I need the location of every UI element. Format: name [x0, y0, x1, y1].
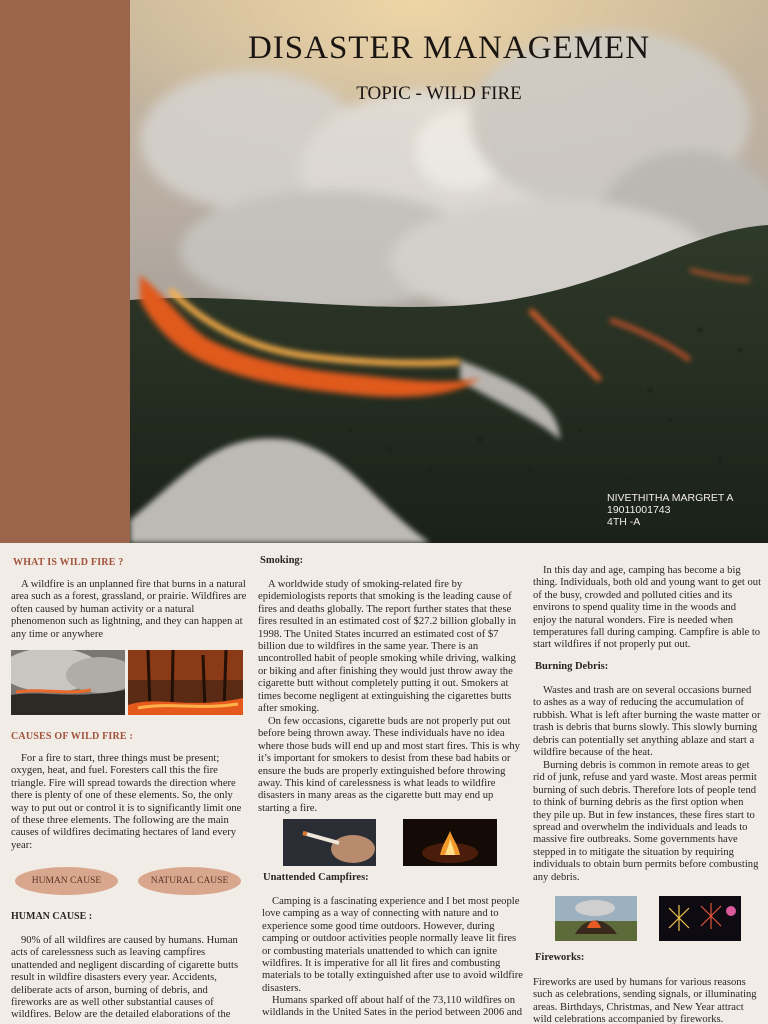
author-credits	[607, 492, 733, 528]
paragraph-smoking-1: A worldwide study of smoking-related fire by epidemiologists reports that smoking is the leading cause of fires and deaths globally. The report further states that these fires resulted in an estimated cost of $27.2 billion globally in 1998. The United States incurred an estimated cost of $7 billion due to wildfires in the same year. There is an uncontrolled habit of people smoking while driving, walking or biking and after finishing they would just throw away the cigarette butt without completely putting it out. Smokers at times become negligent at extinguishing the cigarettes butts after smoking.	[258, 579, 517, 715]
wildfire-smoke-photo	[11, 650, 125, 715]
paragraph-debris-2: Burning debris is common in remote areas to get rid of junk, refuse and yard waste. Most areas permit burning of such debris. Therefore lots of people tend to think of burning debris as the first option when they pile up. But in few instances, these fires start to spread and overwhelm the individuals and leads to massive fire outbreaks. Some governments have stepped in to mitigate the situation by requiring individuals to obtain burn permits before combusting any debris.	[533, 760, 759, 883]
paragraph-camping: In this day and age, camping has become a big thing. Individuals, both old and young want to get out of the busy, crowded and polluted cities and its environs to spend quality time in the woods and enjoy the natural wonders. Fire is needed when temperatures fall during camping. Campfire is able to start wildfires if not properly put out.	[533, 565, 762, 651]
burning-debris-photo	[555, 896, 637, 941]
campfire-photo	[403, 819, 497, 866]
wildfire-aerial-photo	[130, 0, 768, 543]
heading-what-is-wildfire: WHAT IS WILD FIRE ?	[13, 557, 124, 568]
human-cause-pill: HUMAN CAUSE	[15, 867, 118, 895]
heading-burning-debris: Burning Debris:	[535, 661, 609, 672]
paragraph-fireworks: Fireworks are used by humans for various reasons such as celebrations, sending signals, or illuminating areas. Birthdays, Christmas, and New Year attract wild celebrations accompanied by fireworks.	[533, 977, 757, 1024]
page-title: DISASTER MANAGEMEN	[247, 30, 651, 66]
side-color-band	[0, 0, 130, 543]
paragraph-causes: For a fire to start, three things must be present; oxygen, heat, and fuel. Foresters call this the fire triangle. Fire will spread towards the direction where there is plenty of one of these elements. So, the only way to put out or control it is to significantly limit one of these three elements. The following are the main causes of wildfires decimating hectares of land every year:	[11, 753, 242, 851]
page-subtitle: TOPIC - WILD FIRE	[356, 83, 522, 104]
paragraph-smoking-2: On few occasions, cigarette buds are not properly put out before being thrown away. These individuals have no idea where those buds will end up and most start fires. This is why it’s important for smokers to desist from these bad habits or ensure the buds are properly extinguished before throwing away. This kind of carelessness is what leads to wildfire disasters in many areas as the cigarette butt may end up starting a fire.	[258, 716, 520, 814]
heading-human-cause: HUMAN CAUSE :	[11, 911, 93, 922]
heading-causes: CAUSES OF WILD FIRE :	[11, 731, 133, 742]
class-section: 4TH -A	[607, 516, 641, 528]
natural-cause-pill: NATURAL CAUSE	[138, 867, 241, 895]
paragraph-debris-1: Wastes and trash are on several occasions burned to ashes as a way of reducing the accumulation of rubbish. What is left after burning the waste matter or trash is debris that burns slowly. This slowly burning debris can potentially set anything ablaze and start a wildfire because of the heat.	[533, 685, 761, 759]
paragraph-campfires-2: Humans sparked off about half of the 73,110 wildfires on wildlands in the United Sates in the period between 2006 and	[262, 995, 523, 1019]
paragraph-what-is-wildfire: A wildfire is an unplanned fire that burns in a natural area such as a forest, grassland, or prairie. Wildfires are often caused by human activity or a natural phenomenon such as lightning, and they can happen at any time or anywhere	[11, 579, 247, 640]
paragraph-campfires-1: Camping is a fascinating experience and I bet most people love camping as a way of connecting with nature and to experience some good time outdoors. However, during camping or outdoor activities people normally leave lit fires or combusting materials unattended to which can ignite wildfires. It is imperative for all lit fires and combusting materials to be totally extinguished after use to avoid wildfire disasters.	[262, 896, 523, 994]
heading-smoking: Smoking:	[260, 555, 304, 566]
author-name: NIVETHITHA MARGRET A	[607, 492, 734, 504]
forest-fire-photo	[128, 650, 243, 715]
roll-number: 19011001743	[607, 504, 671, 516]
heading-unattended-campfires: Unattended Campfires:	[263, 872, 369, 883]
cigarette-photo	[283, 819, 376, 866]
paragraph-human-cause: 90% of all wildfires are caused by humans. Human acts of carelessness such as leaving campfires unattended and negligent discarding of cigarette butts result in wildfire disasters every year. Accidents, deliberate acts of arson, burning of debris, and fireworks are as well other substantial causes of wildfires. Below are the detailed elaborations of the	[11, 935, 239, 1021]
heading-fireworks: Fireworks:	[535, 952, 585, 963]
fireworks-photo	[659, 896, 741, 941]
